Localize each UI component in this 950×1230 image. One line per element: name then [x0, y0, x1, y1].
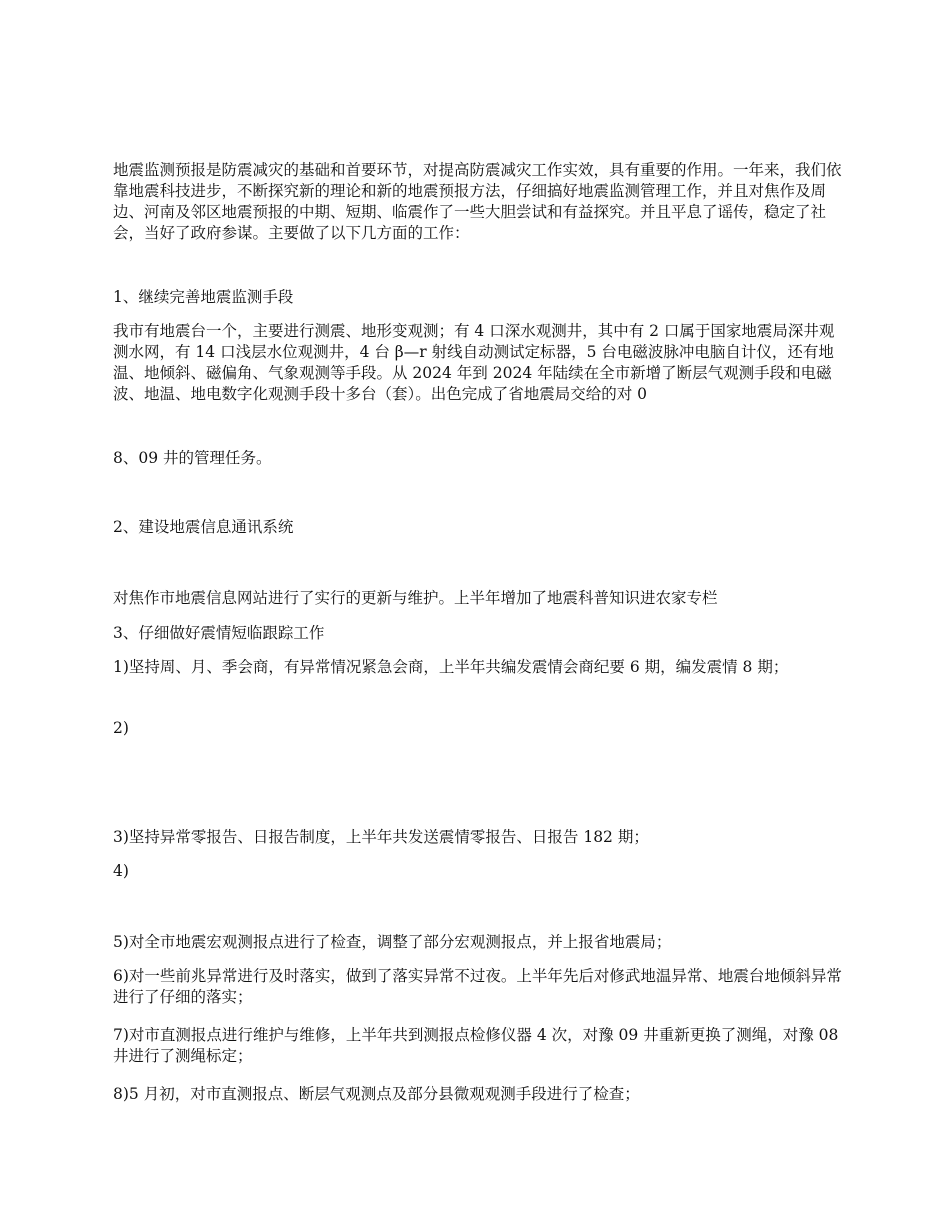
list-item-4: 4)	[113, 862, 129, 880]
section-heading-2: 2、建设地震信息通讯系统	[113, 518, 294, 536]
list-item-1: 1)坚持周、月、季会商，有异常情况紧急会商，上半年共编发震情会商纪要 6 期，编发震情 8 期；	[113, 658, 789, 676]
list-item-3: 3)坚持异常零报告、日报告制度，上半年共发送震情零报告、日报告 182 期；	[113, 828, 649, 846]
list-item-2: 2)	[113, 719, 129, 737]
section-heading-3: 3、仔细做好震情短临跟踪工作	[113, 624, 325, 642]
list-item-7: 7)对市直测报点进行维护与维修，上半年共到测报点检修仪器 4 次，对豫 09 井重新更换了测绳，对豫 08 井进行了测绳标定；	[113, 1026, 839, 1065]
list-item-5: 5)对全市地震宏观测报点进行了检查，调整了部分宏观测报点，并上报省地震局；	[113, 933, 672, 951]
section-1-continuation: 8、09 井的管理任务。	[113, 449, 272, 467]
section-2-paragraph: 对焦作市地震信息网站进行了实行的更新与维护。上半年增加了地震科普知识进农家专栏	[113, 589, 718, 607]
list-item-8: 8)5 月初，对市直测报点、断层气观测点及部分县微观观测手段进行了检查；	[113, 1085, 640, 1103]
intro-paragraph: 地震监测预报是防震减灾的基础和首要环节，对提高防震减灾工作实效，具有重要的作用。一年来，我们依靠地震科技进步，不断探究新的理论和新的地震预报方法，仔细搞好地震监测管理工作，并且对焦作及周边、河南及邻区地震预报的中期、短期、临震作了一些大胆尝试和有益探究。并且平息了谣传，稳定了社会，当好了政府参谋。主要做了以下几方面的工作：	[113, 161, 842, 242]
list-item-6: 6)对一些前兆异常进行及时落实，做到了落实异常不过夜。上半年先后对修武地温异常、地震台地倾斜异常进行了仔细的落实；	[113, 967, 842, 1006]
section-1-paragraph: 我市有地震台一个，主要进行测震、地形变观测；有 4 口深水观测井，其中有 2 口属于国家地震局深井观测水网，有 14 口浅层水位观测井，4 台 β—r 射线自动测试定标器，5 台电磁波脉冲电脑自计仪，还有地温、地倾斜、磁偏角、气象观测等手段。从 2024 年到 2024 年陆续在全市新增了断层气观测手段和电磁波、地温、地电数字化观测手段十多台（套）。出色完成了省地震局交给的对 0	[113, 322, 835, 403]
section-heading-1: 1、继续完善地震监测手段	[113, 288, 294, 306]
